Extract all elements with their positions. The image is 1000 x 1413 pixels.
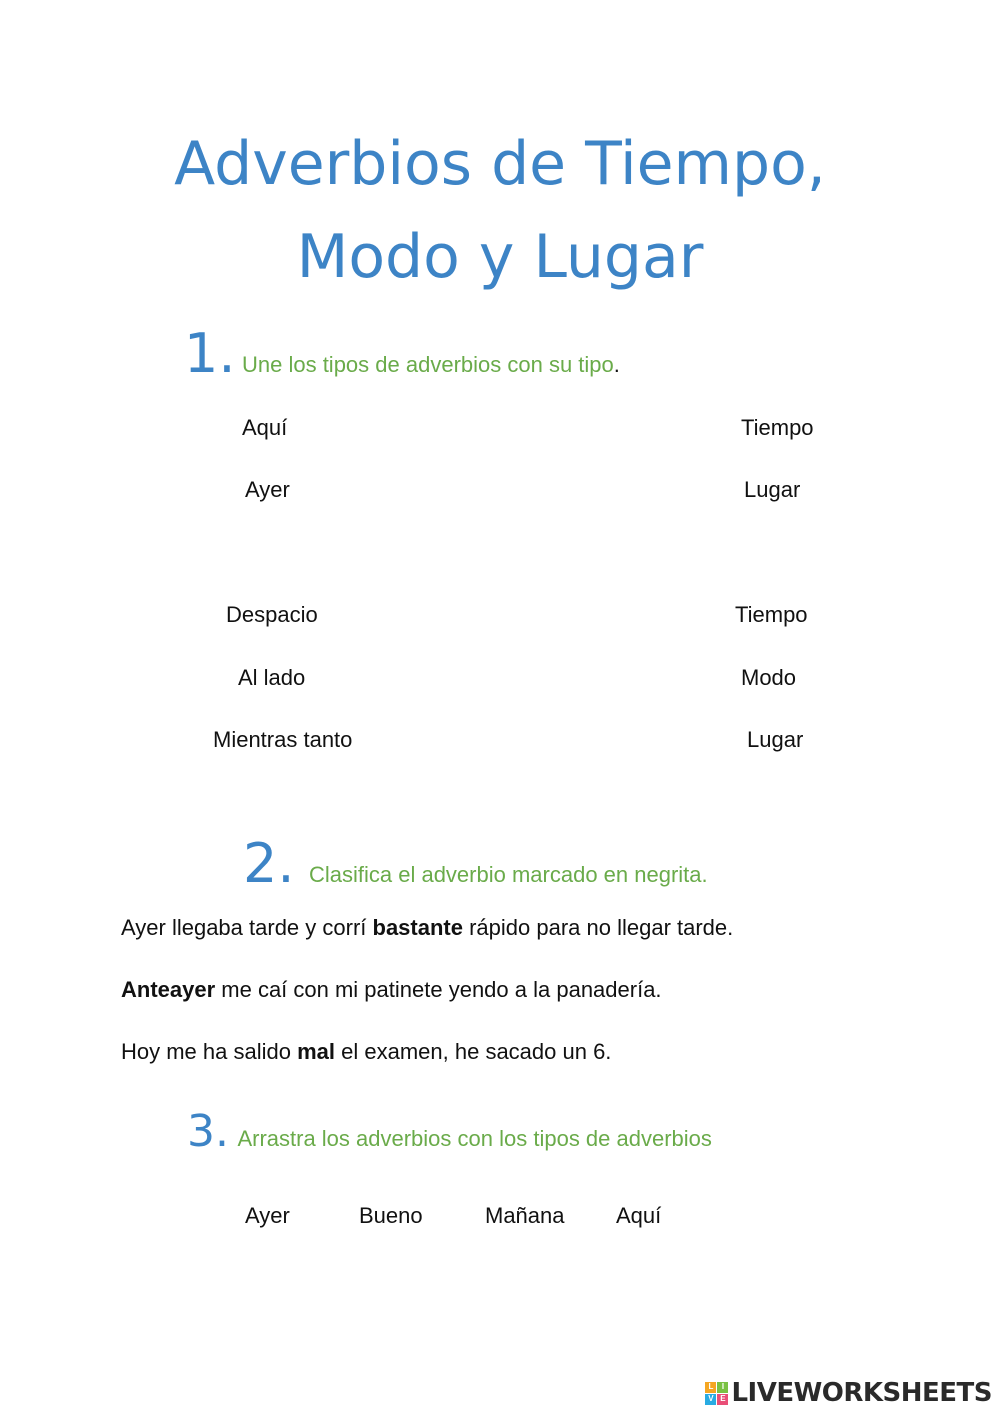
- logo-text: LIVEWORKSHEETS: [731, 1378, 992, 1408]
- sentence-text: Hoy me ha salido: [121, 1039, 298, 1064]
- exercise-1-instruction: Une los tipos de adverbios con su tipo: [241, 352, 614, 377]
- page-title-line-2: Modo y Lugar: [296, 222, 704, 292]
- exercise-3-number: 3.: [187, 1106, 229, 1157]
- bold-adverb: Anteayer: [121, 977, 216, 1002]
- exercise-1-heading: [184, 322, 620, 385]
- sentence-2: [121, 977, 662, 1003]
- draggable-adverb[interactable]: Mañana: [485, 1203, 565, 1228]
- draggable-adverb[interactable]: Bueno: [359, 1203, 423, 1228]
- match-right-word[interactable]: Lugar: [744, 477, 801, 502]
- logo-tile: E: [717, 1394, 728, 1405]
- bold-adverb: bastante: [372, 915, 463, 940]
- bold-adverb: mal: [297, 1039, 336, 1064]
- match-left-word[interactable]: Ayer: [245, 477, 290, 502]
- match-right-word[interactable]: Tiempo: [741, 415, 814, 440]
- match-right-word[interactable]: Lugar: [747, 727, 804, 752]
- exercise-2-number: 2.: [243, 832, 295, 895]
- exercise-2-heading: [243, 832, 708, 895]
- exercise-1-number: 1.: [184, 322, 236, 385]
- liveworksheets-logo: [705, 1375, 992, 1411]
- draggable-adverb[interactable]: Ayer: [245, 1203, 290, 1228]
- exercise-3-heading: [187, 1106, 712, 1157]
- sentence-3: [121, 1039, 611, 1065]
- match-left-word[interactable]: Despacio: [226, 602, 318, 627]
- match-right-word[interactable]: Modo: [741, 665, 797, 690]
- match-left-word[interactable]: Aquí: [242, 415, 288, 440]
- draggable-adverb[interactable]: Aquí: [616, 1203, 662, 1228]
- exercise-3-instruction: Arrastra los adverbios con los tipos de adverbios: [237, 1126, 712, 1151]
- sentence-text: el examen, he sacado un 6.: [335, 1039, 612, 1064]
- logo-icon: [705, 1382, 728, 1405]
- match-right-word[interactable]: Tiempo: [735, 602, 808, 627]
- logo-tile: V: [705, 1394, 716, 1405]
- logo-tile: I: [717, 1382, 728, 1393]
- sentence-text: Ayer llegaba tarde y corrí: [121, 915, 373, 940]
- exercise-1-instruction-period: .: [613, 352, 620, 377]
- logo-tile: L: [705, 1382, 716, 1393]
- match-left-word[interactable]: Al lado: [238, 665, 306, 690]
- sentence-text: me caí con mi patinete yendo a la panadería.: [215, 977, 662, 1002]
- sentence-text: rápido para no llegar tarde.: [462, 915, 734, 940]
- sentence-1: [121, 915, 733, 941]
- page-title-line-1: Adverbios de Tiempo,: [174, 129, 826, 199]
- exercise-2-instruction: Clasifica el adverbio marcado en negrita.: [308, 862, 708, 887]
- match-left-word[interactable]: Mientras tanto: [213, 727, 353, 752]
